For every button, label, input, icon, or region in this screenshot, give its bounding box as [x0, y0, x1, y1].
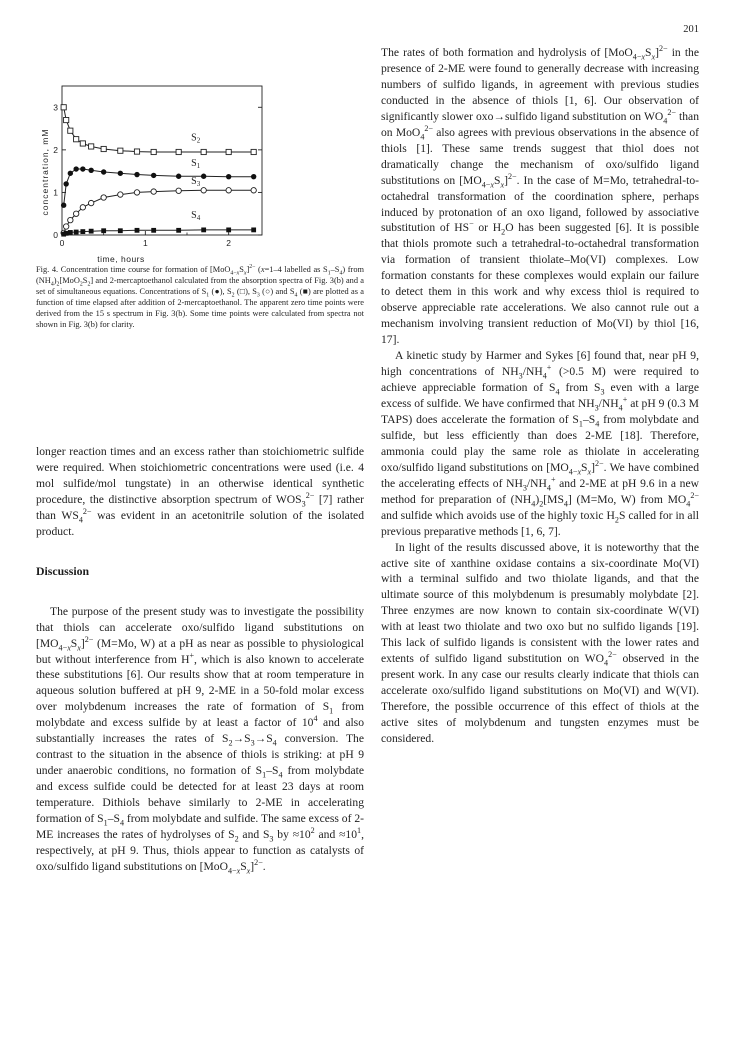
figure-4-chart	[36, 82, 281, 264]
series-line-s1	[64, 169, 254, 205]
data-point-s3	[101, 195, 106, 200]
data-point-s4	[118, 228, 123, 233]
x-tick-label: 2	[226, 238, 232, 248]
data-point-s3	[88, 200, 93, 205]
data-point-s1	[80, 166, 85, 171]
data-point-s3	[68, 217, 73, 222]
data-point-s3	[201, 188, 206, 193]
right-paragraph-3: In light of the results discussed above, it is noteworthy that the active site of xanthine oxidase contains a six-coordinate Mo(VI) with a terminal sulfido and two thiolate ligands, and that the ultimate source of this molybdenum is presumably molybdate [2]. Three enzymes are now known to contain six-coordinate W(VI) with at least two thiolate and two oxo but no sulfido ligands [19]. This lack of sulfido ligands is consistent with the lower rates and extents of sulfido ligand substitution on $WO_4^{2-}$ observed in the present work. In any case our results clearly indicate that thiols can accelerate oxo/sulfido ligand substitutions on Mo(VI) and W(VI). Therefore, the possible occurrence of this effect of thiols at the active sites of molybdenum and tungsten enzymes must be considered.	[381, 540, 699, 745]
data-point-s4	[64, 231, 69, 236]
data-point-s1	[226, 174, 231, 179]
data-point-s2	[89, 144, 94, 149]
series-line-s3	[64, 190, 254, 233]
figure-caption: Fig. 4. Concentration time course for formation of $[MoO_{4-x}S_x]^{2-}$ (x=1–4 labelled as $S_1-S_4$) from $(NH_4)_2[MoO_2S_2]$ and 2-mercaptoethanol calculated from the absorption spectra of Fig. 3(b) and a set of simultaneous equations. Concentrations of $S_1$ (●), $S_2$ (□), $S_3$ (○) and $S_4$ (■) are plotted as a function of time elapsed after addition of 2-mercaptoethanol. The apparent zero time points were derived from the 15 s spectrum in Fig. 3(b). Some time points were calculated from spectra not shown in Fig. 3(b) for clarity.	[36, 264, 365, 329]
data-point-s3	[176, 188, 181, 193]
left-paragraph-1: longer reaction times and an excess rather than stoichiometric sulfide were required. When stoichiometric concentrations were used (i.e. 4 mol sulfide/mol tungstate) in an otherwise identical synthetic procedure, the distinctive absorption spectrum of $WOS_3^{2-}$ [7] rather than $WS_4^{2-}$ was evident in an acetonitrile solution of the isolated product.	[36, 445, 364, 538]
data-point-s1	[201, 174, 206, 179]
discussion-heading: Discussion	[36, 563, 90, 578]
x-tick-label: 1	[142, 238, 148, 248]
series-label-s1: $S_1$	[191, 158, 201, 171]
data-point-s4	[201, 227, 206, 232]
y-axis-label: concentration, mM	[40, 128, 50, 216]
series-label-s3: $S_3$	[191, 175, 201, 188]
y-tick-label: 2	[53, 144, 58, 155]
y-tick-label: 1	[53, 187, 58, 198]
data-point-s2	[226, 149, 231, 154]
series-label-s2: $S_2$	[191, 132, 201, 145]
x-axis-label: time, hours	[97, 254, 145, 264]
data-point-s2	[101, 146, 106, 151]
data-point-s4	[101, 228, 106, 233]
data-point-s2	[68, 128, 73, 133]
data-point-s2	[151, 149, 156, 154]
data-point-s2	[251, 149, 256, 154]
data-point-s4	[151, 228, 156, 233]
data-point-s1	[118, 171, 123, 176]
page-number: 201	[683, 24, 699, 35]
data-point-s3	[63, 224, 68, 229]
data-point-s4	[251, 227, 256, 232]
left-column	[36, 444, 364, 875]
data-point-s3	[151, 189, 156, 194]
data-point-s1	[68, 171, 73, 176]
data-point-s1	[61, 203, 66, 208]
plot-frame	[62, 86, 262, 235]
data-point-s1	[134, 172, 139, 177]
data-point-s1	[101, 169, 106, 174]
data-point-s3	[73, 211, 78, 216]
data-point-s1	[73, 166, 78, 171]
data-point-s3	[118, 192, 123, 197]
left-paragraph-2: The purpose of the present study was to investigate the possibility that thiols can accelerate oxo/sulfido ligand substitutions on $[MO_{4-x}S_x]^{2-}$ (M=Mo, W) at a pH as near as possible to physiological but without interference from H+, which is also known to accelerate these substitutions [6]. Our results show that at room temperature in aqueous solution buffered at pH 9, 2-ME in a 50-fold molar excess over molybdenum increases the rate of formation of $S_1$ from molybdate and excess sulfide by at least a factor of $10^4$ and also substantially increases the rates of $S_2\to S_3\to S_4$ conversion. The contrast to the situation in the absence of thiols is striking: at pH 9 under anaerobic conditions, no formation of $S_1-S_4$ from molybdate and excess sulfide could be detected for at least 23 days at room temperature. Dithiols behave similarly to 2-ME in accelerating formation of $S_1-S_4$ from molybdate and sulfide. The same excess of 2-ME increases the rates of hydrolyses of $S_2$ and $S_3$ by $\approx 10^2$ and $\approx 10^1$, respectively, at pH 9. Thus, thiols appear to function as catalysts of oxo/sulfido ligand substitutions on $[MoO_{4-x}S_x]^{2-}$.	[36, 604, 365, 876]
data-point-s2	[80, 141, 85, 146]
data-point-s2	[176, 149, 181, 154]
data-point-s2	[201, 149, 206, 154]
data-point-s2	[134, 149, 139, 154]
right-paragraph-1: The rates of both formation and hydrolysis of $[MoO_{4-x}S_x]^{2-}$ in the presence of 2-ME were found to generally decrease with increasing numbers of sulfido ligands, in agreement with previous studies conducted in the absence of thiols [1, 6]. Our observation of significantly slower oxo→sulfido ligand substitution on $WO_4^{2-}$ than on MoO$_4^{2-}$ also agrees with previous observations in the absence of thiols [1]. These same trends suggest that thiol does not dramatically change the mechanism of oxo/sulfido ligand substitutions on $[MO_{4-x}S_x]^{2-}$. In the case of M=Mo, tetrahedral-to-octahedral transformation of the coordination sphere, perhaps induced by protonation of an oxo ligand, followed by associative substitution of HS− or $H_2O$ has been suggested [6]. It is possible that thiols promote such a tetrahedral-to-octahedral transformation via formation of transient thiolate–Mo(VI) complexes. Low formation constants for these complexes would explain our failure to detect them in this work and why excess thiol is required to observe appreciable rate accelerations. We also cannot rule out a mechanism involving transient reduction of Mo(VI) by thiol [16, 17].	[381, 44, 699, 347]
data-point-s2	[74, 137, 79, 142]
data-point-s4	[135, 228, 140, 233]
x-tick-label: 0	[59, 238, 65, 248]
data-point-s3	[226, 188, 231, 193]
data-point-s2	[61, 105, 66, 110]
data-point-s3	[134, 190, 139, 195]
data-point-s4	[226, 227, 231, 232]
data-point-s3	[80, 205, 85, 210]
data-point-s4	[74, 230, 79, 235]
data-point-s1	[63, 181, 68, 186]
y-tick-label: 0	[53, 230, 58, 240]
data-point-s3	[251, 188, 256, 193]
data-point-s2	[118, 148, 123, 153]
y-tick-label: 3	[53, 102, 58, 113]
data-point-s4	[89, 229, 94, 234]
data-point-s4	[68, 230, 73, 235]
series-label-s4: $S_4$	[191, 209, 201, 222]
data-point-s4	[176, 228, 181, 233]
data-point-s1	[151, 173, 156, 178]
data-point-s1	[251, 174, 256, 179]
data-point-s1	[88, 168, 93, 173]
right-paragraph-2: A kinetic study by Harmer and Sykes [6] found that, near pH 9, high concentrations of $NH_3/NH_4^+$ (>0.5 M) were required to achieve appreciable formation of $S_4$ from $S_3$ even with a large excess of sulfide. We have confirmed that $NH_3/NH_4^+$ at pH 9 (0.3 M TAPS) does accelerate the formation of $S_1-S_4$ from molybdate and sulfide, but less efficiently than does 2-ME [18]. Therefore, ammonia could play the same role as thiolate in accelerating oxo/sulfido ligand substitutions on $[MO_{4-x}S_x]^{2-}$. We have combined the accelerating effects of $NH_3/NH_4^+$ and 2-ME at pH 9.6 in a new method for preparation of $(NH_4)_2[MS_4]$ (M=Mo, W) from $MO_4^{2-}$ and sulfide which avoids use of the highly toxic $H_2S$ called for in all previous preparative methods [1, 6, 7].	[381, 349, 700, 538]
data-point-s1	[176, 174, 181, 179]
right-column	[381, 45, 699, 747]
data-point-s4	[80, 229, 85, 234]
data-point-s2	[64, 117, 69, 122]
